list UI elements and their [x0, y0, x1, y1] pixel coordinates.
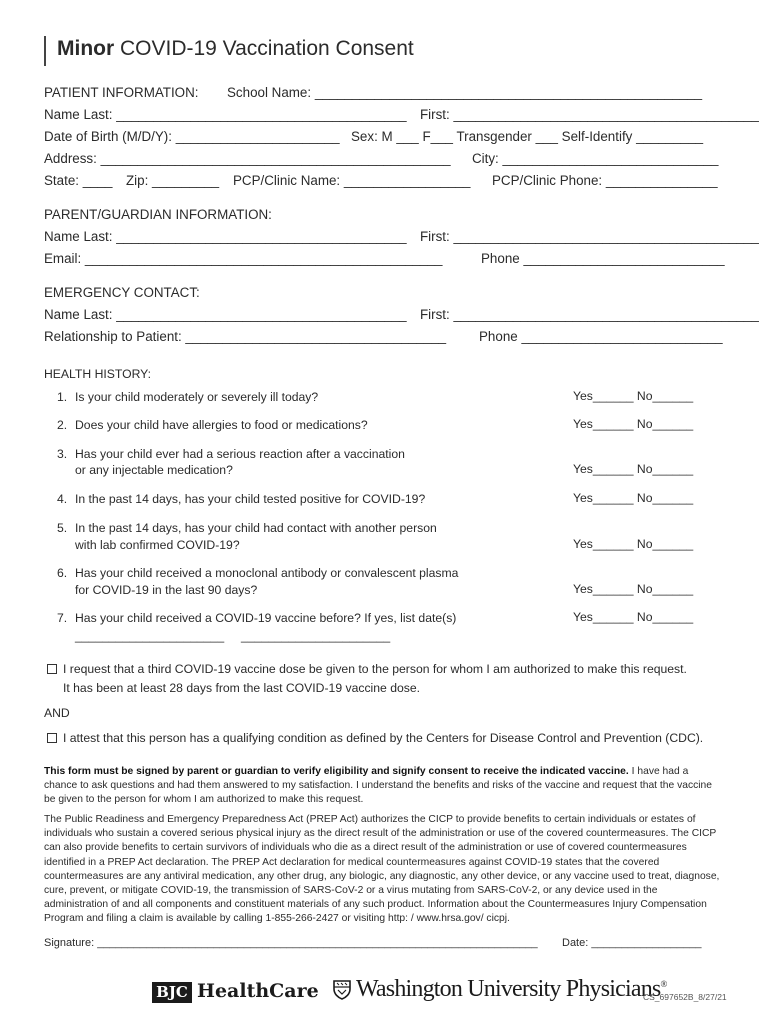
patient-heading: PATIENT INFORMATION:	[44, 85, 199, 100]
school-name-field[interactable]: School Name: ____________________________________________________	[227, 85, 703, 100]
emergency-first-field[interactable]: First: _________________________________________	[420, 307, 759, 322]
question-number: 3.	[57, 447, 68, 461]
question-text: Is your child moderately or severely ill today?	[75, 390, 319, 404]
form-code: CS_697652B_8/27/21	[643, 992, 727, 1002]
bjc-logo-text: HealthCare	[197, 980, 319, 1002]
patient-first-field[interactable]: First: _________________________________________	[420, 107, 759, 122]
shield-icon	[333, 980, 351, 1000]
washington-university-logo: Washington University Physicians®	[356, 976, 667, 1002]
emergency-phone-field[interactable]: Phone ___________________________	[479, 329, 723, 344]
question-text: Has your child ever had a serious reaction after a vaccination	[75, 447, 405, 461]
request-checkbox[interactable]	[47, 664, 57, 674]
question-number: 1.	[57, 390, 68, 404]
yes-no-field[interactable]: Yes______ No______	[573, 462, 694, 476]
emergency-heading: EMERGENCY CONTACT:	[44, 285, 200, 300]
and-label: AND	[44, 706, 70, 720]
question-text: for COVID-19 in the last 90 days?	[75, 583, 258, 597]
question-number: 2.	[57, 418, 68, 432]
guardian-phone-field[interactable]: Phone ___________________________	[481, 251, 725, 266]
sex-field[interactable]: Sex: M ___ F___ Transgender ___ Self-Identify _________	[351, 129, 704, 144]
yes-no-field[interactable]: Yes______ No______	[573, 417, 694, 431]
dob-field[interactable]: Date of Birth (M/D/Y): ______________________	[44, 129, 340, 144]
question-number: 4.	[57, 492, 68, 506]
emergency-name-last-field[interactable]: Name Last: _______________________________________	[44, 307, 407, 322]
address-field[interactable]: Address: _______________________________________________	[44, 151, 451, 166]
title-bar	[44, 36, 46, 66]
page-title: Minor COVID-19 Vaccination Consent	[57, 37, 414, 60]
guardian-first-field[interactable]: First: _________________________________________	[420, 229, 759, 244]
yes-no-field[interactable]: Yes______ No______	[573, 582, 694, 596]
yes-no-field[interactable]: Yes______ No______	[573, 610, 694, 624]
prep-act-paragraph: The Public Readiness and Emergency Preparedness Act (PREP Act) authorizes the CICP to provide benefits to certain individuals or estates of individuals who sustain a covered serious physical injury as the direct result of the administration or use of the covered countermeasures. The CICP can also provide benefits to certain survivors of individuals who die as a direct result of the administration or use of covered countermeasures identified in a PREP Act declaration. The PREP Act declaration for medical countermeasures against COVID-19 states that the covered countermeasures are any antiviral medication, any other drug, any biologic, any diagnostic, any other device, or any vaccine used to treat, diagnose, cure, prevent, or mitigate COVID-19, the transmission of SARS-CoV-2 or a virus mutating from SARS-CoV-2, or any device used in the administration of and all components and constituent materials of any such product. Information about the Countermeasures Injury Compensation Program and filing a claim is available by calling 1-855-266-2427 or visiting http: / www.hrsa.gov/ cicpj.	[44, 814, 720, 925]
question-text: Has your child received a COVID-19 vaccine before? If yes, list date(s)	[75, 611, 457, 625]
zip-field[interactable]: Zip: _________	[126, 173, 220, 188]
request-text-2: It has been at least 28 days from the last COVID-19 vaccine dose.	[63, 681, 421, 695]
state-field[interactable]: State: ____	[44, 173, 113, 188]
date-field[interactable]: Date: __________________	[562, 937, 702, 949]
pcp-name-field[interactable]: PCP/Clinic Name: _________________	[233, 173, 471, 188]
pcp-phone-field[interactable]: PCP/Clinic Phone: _______________	[492, 173, 718, 188]
yes-no-field[interactable]: Yes______ No______	[573, 491, 694, 505]
vaccine-date-fields[interactable]: ______________________ ______________________	[75, 629, 391, 643]
guardian-heading: PARENT/GUARDIAN INFORMATION:	[44, 207, 272, 222]
health-heading: HEALTH HISTORY:	[44, 367, 152, 381]
guardian-email-field[interactable]: Email: ________________________________________________	[44, 251, 443, 266]
yes-no-field[interactable]: Yes______ No______	[573, 389, 694, 403]
bjc-logo-box: BJC	[152, 982, 192, 1003]
city-field[interactable]: City: _____________________________	[472, 151, 719, 166]
question-text: In the past 14 days, has your child had contact with another person	[75, 521, 437, 535]
signature-field[interactable]: Signature: ________________________________________________________________________	[44, 937, 538, 949]
patient-name-last-field[interactable]: Name Last: _______________________________________	[44, 107, 407, 122]
question-text: Does your child have allergies to food or medications?	[75, 418, 368, 432]
guardian-name-last-field[interactable]: Name Last: _______________________________________	[44, 229, 407, 244]
question-text: or any injectable medication?	[75, 463, 233, 477]
question-number: 6.	[57, 566, 68, 580]
question-text: with lab confirmed COVID-19?	[75, 538, 240, 552]
question-number: 5.	[57, 521, 68, 535]
question-text: Has your child received a monoclonal antibody or convalescent plasma	[75, 566, 459, 580]
attest-checkbox[interactable]	[47, 733, 57, 743]
yes-no-field[interactable]: Yes______ No______	[573, 537, 694, 551]
attest-text: I attest that this person has a qualifying condition as defined by the Centers for Disease Control and Prevention (CDC).	[63, 731, 704, 745]
request-text: I request that a third COVID-19 vaccine dose be given to the person for whom I am authorized to make this request.	[63, 662, 687, 676]
question-text: In the past 14 days, has your child tested positive for COVID-19?	[75, 492, 426, 506]
consent-paragraph: This form must be signed by parent or guardian to verify eligibility and signify consent to receive the indicated vaccine. I have had a chance to ask questions and had them answered to my satisfaction. I understand the benefits and risks of the vaccine and request that the vaccine be given to the person for whom I am authorized to make this request.	[44, 766, 712, 806]
question-number: 7.	[57, 611, 68, 625]
relationship-field[interactable]: Relationship to Patient: ___________________________________	[44, 329, 447, 344]
